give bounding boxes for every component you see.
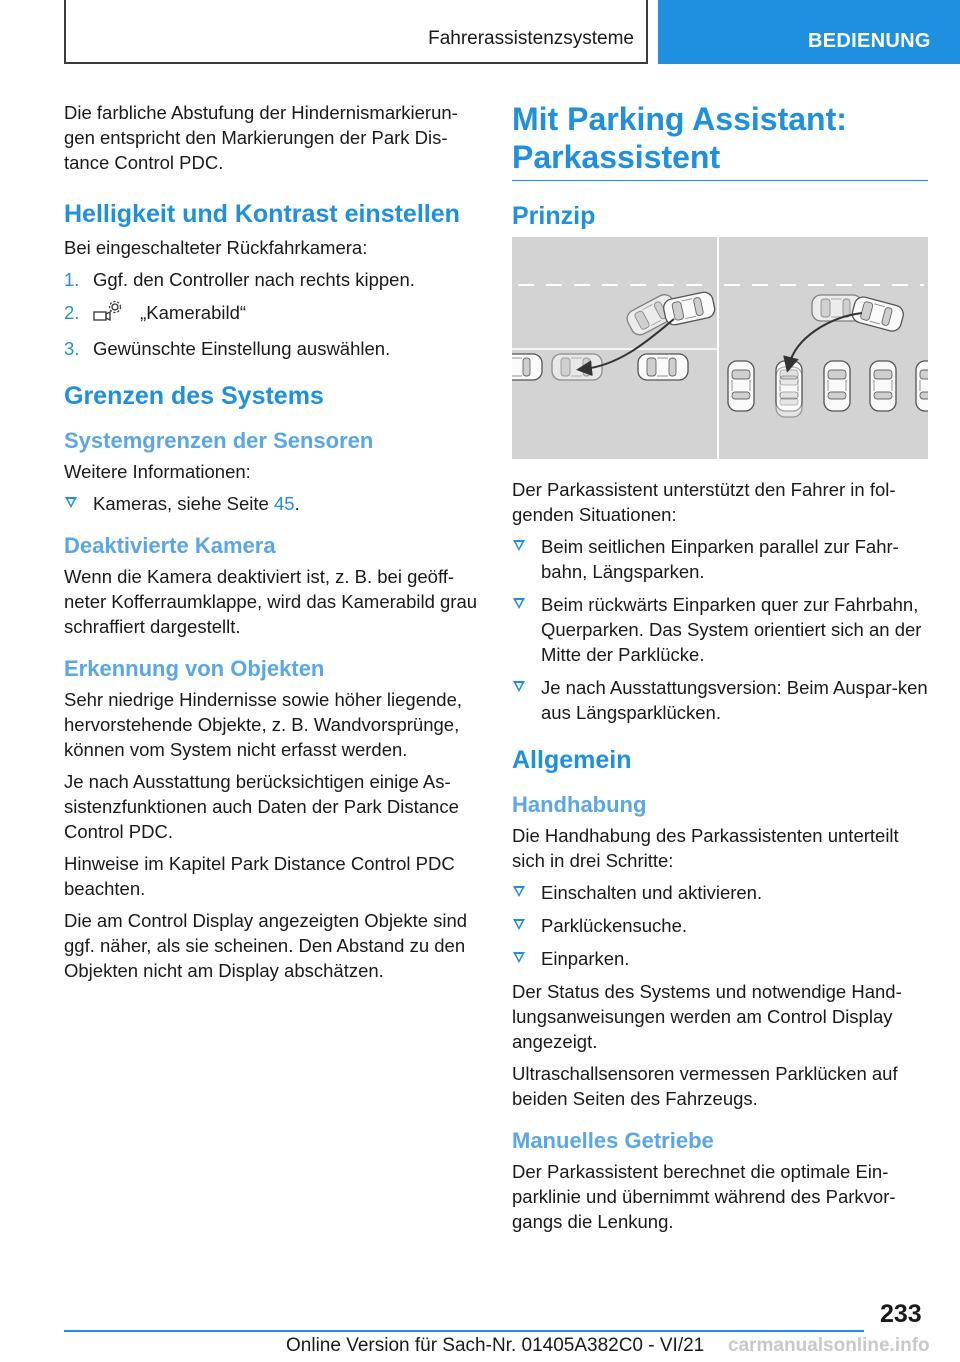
handling-paragraph: Ultraschallsensoren vermessen Parklücken auf beiden Seiten des Fahrzeugs.: [512, 1063, 898, 1109]
list-item: [512, 592, 928, 667]
page-number: 233: [880, 1300, 922, 1328]
triangle-bullet-icon: [513, 952, 525, 963]
list-item: [512, 913, 928, 938]
step-text: Gewünschte Einstellung auswählen.: [93, 338, 391, 360]
manual-text: Der Parkassistent berechnet die optimale Ein-parklinie und übernimmt während des Parkvor-gangs die Lenkung.: [512, 1161, 896, 1232]
page-title: Mit Parking Assistant: Parkassistent: [512, 100, 928, 181]
principle-list: [512, 534, 928, 725]
list-item: [512, 534, 928, 584]
list-item-text: Einparken.: [541, 948, 630, 969]
footer-divider: [64, 1330, 864, 1332]
manual-heading: Manuelles Getriebe: [512, 1128, 714, 1153]
detection-paragraph: Die am Control Display angezeigten Objekte sind ggf. näher, als sie scheinen. Den Abstand zu den Objekten nicht am Display abschätzen.: [64, 910, 468, 982]
camera-settings-icon: [93, 300, 123, 328]
general-heading: Allgemein: [512, 746, 632, 774]
detection-paragraph: Hinweise im Kapitel Park Distance Control PDC beachten.: [64, 853, 455, 900]
triangle-bullet-icon: [65, 497, 77, 508]
header-chapter-tab: BEDIENUNG: [658, 0, 960, 64]
triangle-bullet-icon: [513, 919, 525, 930]
limits-heading: Grenzen des Systems: [64, 382, 324, 411]
right-column: [512, 100, 928, 1241]
brightness-steps: [64, 267, 482, 361]
left-column: [64, 100, 482, 990]
principle-heading: Prinzip: [512, 202, 596, 230]
handling-paragraph: Der Status des Systems und notwendige Hand-lungsanweisungen werden am Control Display angezeigt.: [512, 981, 902, 1052]
list-item: [512, 675, 928, 725]
triangle-bullet-icon: [513, 540, 525, 551]
step-number: 3.: [64, 338, 80, 360]
footer-watermark: carmanualsonline.info: [728, 1335, 930, 1356]
sensors-item-text: Kameras, siehe Seite: [93, 493, 274, 515]
handling-list: [512, 880, 928, 971]
page-link[interactable]: 45: [273, 493, 295, 515]
handling-heading: Handhabung: [512, 792, 647, 817]
parking-illustration: [512, 237, 928, 459]
step-item: [64, 336, 482, 361]
detection-paragraph: Sehr niedrige Hindernisse sowie höher liegende, hervorstehende Objekte, z. B. Wandvorsprünge, können vom System nicht erfasst werden.: [64, 689, 462, 761]
deactivated-text: Wenn die Kamera deaktiviert ist, z. B. bei geöff-neter Kofferraumklappe, wird das Kamerabild grau schraffiert dargestellt.: [64, 566, 478, 638]
step-item: [64, 300, 482, 328]
brightness-heading: Helligkeit und Kontrast einstellen: [64, 200, 460, 228]
sensors-list: [64, 491, 482, 516]
brightness-lead: Bei eingeschalteter Rückfahrkamera:: [64, 237, 368, 258]
list-item: [512, 946, 928, 971]
list-item: [64, 491, 482, 516]
step-text: Ggf. den Controller nach rechts kippen.: [93, 269, 415, 290]
triangle-bullet-icon: [513, 598, 525, 609]
sensors-lead: Weitere Informationen:: [64, 461, 251, 483]
list-item-text: Beim seitlichen Einparken parallel zur Fahr-bahn, Längsparken.: [541, 536, 899, 582]
detection-paragraph: Je nach Ausstattung berücksichtigen einige As-sistenzfunktionen auch Daten der Park Distance Control PDC.: [64, 771, 459, 843]
footer-online-version: Online Version für Sach-Nr. 01405A382C0 - VI/21: [286, 1335, 705, 1356]
list-item-text: Je nach Ausstattungsversion: Beim Auspar-ken aus Längsparklücken.: [541, 677, 928, 723]
triangle-bullet-icon: [513, 886, 525, 897]
step-item: [64, 267, 482, 292]
list-item-text: Einschalten und aktivieren.: [541, 882, 763, 903]
list-item: [512, 880, 928, 905]
sensors-heading: Systemgrenzen der Sensoren: [64, 428, 374, 454]
step-number: 2.: [64, 302, 80, 323]
deactivated-heading: Deaktivierte Kamera: [64, 533, 276, 559]
list-item-text: Beim rückwärts Einparken quer zur Fahrbahn, Querparken. Das System orientiert sich an der Mitte der Parklücke.: [541, 594, 922, 665]
header-section-title: Fahrerassistenzsysteme: [428, 28, 634, 49]
header-section-box: [64, 0, 648, 64]
principle-lead: Der Parkassistent unterstützt den Fahrer in fol-genden Situationen:: [512, 479, 896, 525]
intro-paragraph: Die farbliche Abstufung der Hindernismarkierun-gen entspricht den Markierungen der Park Dis-tance Control PDC.: [64, 102, 458, 173]
step-number: 1.: [64, 269, 80, 290]
sensors-item-end: .: [294, 493, 300, 515]
triangle-bullet-icon: [513, 681, 525, 692]
handling-lead: Die Handhabung des Parkassistenten unterteilt sich in drei Schritte:: [512, 825, 899, 871]
detection-heading: Erkennung von Objekten: [64, 656, 325, 682]
step-text: „Kamerabild“: [140, 302, 247, 323]
list-item-text: Parklückensuche.: [541, 915, 688, 936]
